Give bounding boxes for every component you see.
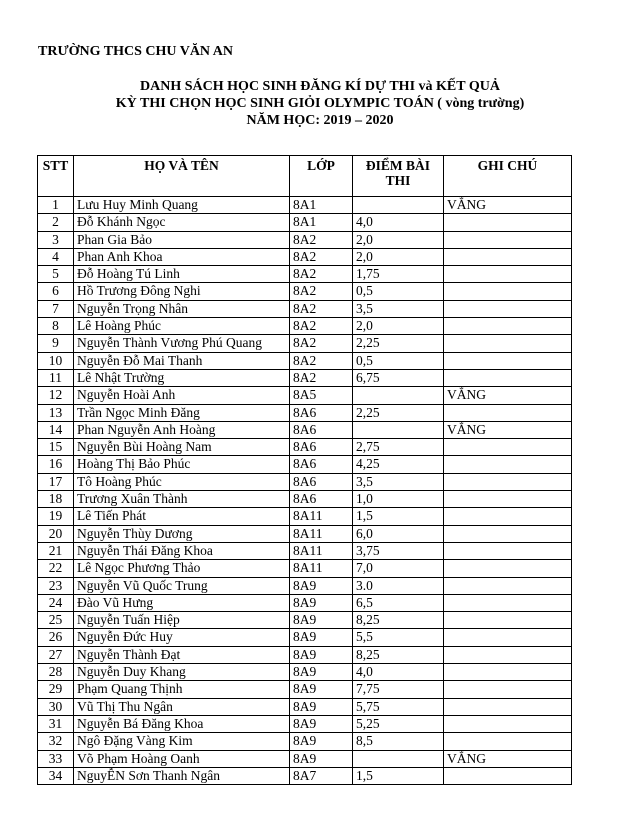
cell-class: 8A2	[290, 248, 353, 265]
cell-score: 2,75	[353, 439, 444, 456]
cell-name: Phan Anh Khoa	[74, 248, 290, 265]
cell-name: Nguyễn Hoài Anh	[74, 387, 290, 404]
cell-name: Nguyễn Thái Đăng Khoa	[74, 542, 290, 559]
cell-stt: 7	[38, 300, 74, 317]
cell-class: 8A9	[290, 681, 353, 698]
cell-name: Đào Vũ Hưng	[74, 594, 290, 611]
cell-class: 8A1	[290, 197, 353, 214]
table-row	[38, 318, 572, 335]
cell-name: Hoàng Thị Bảo Phúc	[74, 456, 290, 473]
cell-stt: 33	[38, 750, 74, 767]
title-line-1: DANH SÁCH HỌC SINH ĐĂNG KÍ DỰ THI và KẾT QUẢ	[140, 79, 500, 94]
cell-name: Lưu Huy Minh Quang	[74, 197, 290, 214]
cell-name: Võ Phạm Hoàng Oanh	[74, 750, 290, 767]
cell-note	[444, 352, 572, 369]
cell-stt: 23	[38, 577, 74, 594]
cell-name: Nguyễn Đỗ Mai Thanh	[74, 352, 290, 369]
cell-score	[353, 750, 444, 767]
cell-class: 8A9	[290, 612, 353, 629]
student-results-table	[37, 155, 572, 785]
cell-score: 3,5	[353, 473, 444, 490]
table-row	[38, 421, 572, 438]
cell-note	[444, 542, 572, 559]
cell-score: 2,25	[353, 335, 444, 352]
cell-stt: 13	[38, 404, 74, 421]
cell-note: VẮNG	[444, 750, 572, 767]
cell-note	[444, 767, 572, 784]
cell-score	[353, 421, 444, 438]
cell-name: Trần Ngọc Minh Đăng	[74, 404, 290, 421]
cell-score: 3,75	[353, 542, 444, 559]
table-row	[38, 352, 572, 369]
cell-note	[444, 577, 572, 594]
cell-name: Trương Xuân Thành	[74, 491, 290, 508]
table-row	[38, 508, 572, 525]
cell-name: Lê Nhật Trường	[74, 369, 290, 386]
cell-score	[353, 197, 444, 214]
cell-stt: 32	[38, 733, 74, 750]
cell-stt: 24	[38, 594, 74, 611]
cell-score: 6,0	[353, 525, 444, 542]
document-title	[0, 78, 640, 129]
cell-score: 2,25	[353, 404, 444, 421]
cell-stt: 8	[38, 318, 74, 335]
table-row	[38, 715, 572, 732]
cell-stt: 26	[38, 629, 74, 646]
cell-stt: 9	[38, 335, 74, 352]
cell-name: Vũ Thị Thu Ngân	[74, 698, 290, 715]
cell-name: NguyỄN Sơn Thanh Ngân	[74, 767, 290, 784]
cell-name: Nguyễn Tuấn Hiệp	[74, 612, 290, 629]
cell-stt: 29	[38, 681, 74, 698]
cell-name: Ngô Đặng Vàng Kim	[74, 733, 290, 750]
cell-score: 4,25	[353, 456, 444, 473]
cell-note	[444, 491, 572, 508]
table-row	[38, 750, 572, 767]
cell-score: 8,25	[353, 646, 444, 663]
cell-score: 4,0	[353, 214, 444, 231]
table-body	[38, 197, 572, 785]
cell-score: 3,5	[353, 300, 444, 317]
cell-note	[444, 248, 572, 265]
cell-class: 8A9	[290, 715, 353, 732]
cell-note	[444, 525, 572, 542]
cell-stt: 20	[38, 525, 74, 542]
cell-score: 0,5	[353, 283, 444, 300]
cell-note	[444, 629, 572, 646]
cell-score: 2,0	[353, 231, 444, 248]
cell-class: 8A2	[290, 352, 353, 369]
cell-name: Nguyễn Bùi Hoàng Nam	[74, 439, 290, 456]
cell-stt: 18	[38, 491, 74, 508]
cell-class: 8A2	[290, 283, 353, 300]
cell-note	[444, 318, 572, 335]
cell-note	[444, 473, 572, 490]
cell-name: Lê Ngọc Phương Thảo	[74, 560, 290, 577]
cell-stt: 11	[38, 369, 74, 386]
cell-class: 8A9	[290, 629, 353, 646]
cell-stt: 6	[38, 283, 74, 300]
cell-note	[444, 715, 572, 732]
cell-stt: 15	[38, 439, 74, 456]
cell-class: 8A6	[290, 491, 353, 508]
cell-note	[444, 612, 572, 629]
cell-class: 8A7	[290, 767, 353, 784]
cell-note: VẮNG	[444, 387, 572, 404]
cell-score: 7,75	[353, 681, 444, 698]
cell-class: 8A2	[290, 318, 353, 335]
cell-class: 8A9	[290, 664, 353, 681]
cell-note	[444, 594, 572, 611]
table-row	[38, 542, 572, 559]
cell-score: 6,75	[353, 369, 444, 386]
title-line-2: KỲ THI CHỌN HỌC SINH GIỎI OLYMPIC TOÁN ( vòng trường)	[115, 96, 525, 111]
cell-note	[444, 283, 572, 300]
cell-stt: 27	[38, 646, 74, 663]
cell-stt: 28	[38, 664, 74, 681]
table-row	[38, 681, 572, 698]
cell-name: Nguyễn Thành Vương Phú Quang	[74, 335, 290, 352]
cell-class: 8A2	[290, 369, 353, 386]
cell-note	[444, 439, 572, 456]
table-row	[38, 612, 572, 629]
cell-class: 8A11	[290, 508, 353, 525]
cell-class: 8A9	[290, 594, 353, 611]
cell-stt: 30	[38, 698, 74, 715]
table-row	[38, 594, 572, 611]
cell-score: 2,0	[353, 318, 444, 335]
cell-name: Phan Nguyễn Anh Hoàng	[74, 421, 290, 438]
cell-stt: 12	[38, 387, 74, 404]
cell-name: Phan Gia Bảo	[74, 231, 290, 248]
cell-stt: 21	[38, 542, 74, 559]
cell-name: Nguyễn Bá Đăng Khoa	[74, 715, 290, 732]
cell-stt: 22	[38, 560, 74, 577]
table-row	[38, 733, 572, 750]
table-row	[38, 577, 572, 594]
cell-class: 8A9	[290, 698, 353, 715]
table-row	[38, 214, 572, 231]
column-header-class: LỚP	[290, 156, 353, 197]
cell-class: 8A9	[290, 750, 353, 767]
cell-stt: 17	[38, 473, 74, 490]
cell-name: Tô Hoàng Phúc	[74, 473, 290, 490]
cell-score: 5,75	[353, 698, 444, 715]
cell-note	[444, 560, 572, 577]
cell-class: 8A2	[290, 231, 353, 248]
column-header-name: HỌ VÀ TÊN	[74, 156, 290, 197]
cell-note	[444, 335, 572, 352]
cell-score: 1,75	[353, 266, 444, 283]
cell-score: 2,0	[353, 248, 444, 265]
table-row	[38, 335, 572, 352]
cell-note	[444, 266, 572, 283]
cell-stt: 5	[38, 266, 74, 283]
cell-score: 3.0	[353, 577, 444, 594]
cell-class: 8A11	[290, 542, 353, 559]
cell-score: 1,5	[353, 767, 444, 784]
cell-note	[444, 404, 572, 421]
cell-class: 8A6	[290, 421, 353, 438]
cell-stt: 1	[38, 197, 74, 214]
table-row	[38, 491, 572, 508]
cell-score: 6,5	[353, 594, 444, 611]
table-row	[38, 197, 572, 214]
cell-stt: 25	[38, 612, 74, 629]
cell-stt: 10	[38, 352, 74, 369]
cell-note	[444, 300, 572, 317]
table-row	[38, 456, 572, 473]
cell-note	[444, 456, 572, 473]
cell-name: Đỗ Hoàng Tú Linh	[74, 266, 290, 283]
cell-class: 8A9	[290, 733, 353, 750]
cell-note	[444, 664, 572, 681]
cell-class: 8A2	[290, 335, 353, 352]
cell-score: 1,0	[353, 491, 444, 508]
cell-class: 8A11	[290, 525, 353, 542]
cell-class: 8A9	[290, 577, 353, 594]
table-row	[38, 698, 572, 715]
table-row	[38, 231, 572, 248]
cell-stt: 19	[38, 508, 74, 525]
cell-stt: 31	[38, 715, 74, 732]
table-row	[38, 300, 572, 317]
cell-note	[444, 646, 572, 663]
cell-name: Lê Tiến Phát	[74, 508, 290, 525]
cell-stt: 4	[38, 248, 74, 265]
cell-class: 8A1	[290, 214, 353, 231]
cell-note	[444, 369, 572, 386]
cell-name: Nguyễn Đức Huy	[74, 629, 290, 646]
table-row	[38, 248, 572, 265]
table-header-row	[38, 156, 572, 197]
table-row	[38, 439, 572, 456]
cell-note: VẮNG	[444, 197, 572, 214]
cell-score: 8,25	[353, 612, 444, 629]
title-line-3: NĂM HỌC: 2019 – 2020	[246, 113, 394, 128]
cell-stt: 14	[38, 421, 74, 438]
cell-stt: 16	[38, 456, 74, 473]
cell-score: 5,25	[353, 715, 444, 732]
cell-class: 8A2	[290, 300, 353, 317]
cell-class: 8A6	[290, 404, 353, 421]
table-row	[38, 525, 572, 542]
cell-score: 7,0	[353, 560, 444, 577]
table-row	[38, 369, 572, 386]
column-header-note: GHI CHÚ	[444, 156, 572, 197]
cell-class: 8A9	[290, 646, 353, 663]
cell-note	[444, 698, 572, 715]
cell-score: 0,5	[353, 352, 444, 369]
cell-name: Nguyễn Trọng Nhân	[74, 300, 290, 317]
cell-stt: 3	[38, 231, 74, 248]
cell-name: Lê Hoàng Phúc	[74, 318, 290, 335]
cell-class: 8A5	[290, 387, 353, 404]
cell-stt: 2	[38, 214, 74, 231]
table-row	[38, 560, 572, 577]
cell-score: 8,5	[353, 733, 444, 750]
cell-name: Nguyễn Thành Đạt	[74, 646, 290, 663]
cell-score: 4,0	[353, 664, 444, 681]
cell-name: Nguyễn Duy Khang	[74, 664, 290, 681]
table-row	[38, 664, 572, 681]
table-row	[38, 387, 572, 404]
column-header-score: ĐIỂM BÀI THI	[353, 156, 444, 197]
cell-stt: 34	[38, 767, 74, 784]
table-row	[38, 646, 572, 663]
table-row	[38, 767, 572, 784]
cell-score: 1,5	[353, 508, 444, 525]
table-row	[38, 404, 572, 421]
table-row	[38, 629, 572, 646]
cell-name: Hồ Trương Đông Nghi	[74, 283, 290, 300]
cell-name: Nguyễn Vũ Quốc Trung	[74, 577, 290, 594]
cell-name: Nguyễn Thùy Dương	[74, 525, 290, 542]
cell-name: Đỗ Khánh Ngọc	[74, 214, 290, 231]
cell-class: 8A6	[290, 456, 353, 473]
cell-class: 8A11	[290, 560, 353, 577]
cell-note: VẮNG	[444, 421, 572, 438]
school-name: TRƯỜNG THCS CHU VĂN AN	[38, 44, 233, 59]
cell-score: 5,5	[353, 629, 444, 646]
table-row	[38, 266, 572, 283]
cell-note	[444, 214, 572, 231]
cell-class: 8A6	[290, 439, 353, 456]
cell-name: Phạm Quang Thịnh	[74, 681, 290, 698]
cell-score	[353, 387, 444, 404]
cell-class: 8A6	[290, 473, 353, 490]
cell-class: 8A2	[290, 266, 353, 283]
cell-note	[444, 681, 572, 698]
column-header-stt: STT	[38, 156, 74, 197]
cell-note	[444, 733, 572, 750]
table-row	[38, 473, 572, 490]
cell-note	[444, 508, 572, 525]
table-row	[38, 283, 572, 300]
cell-note	[444, 231, 572, 248]
